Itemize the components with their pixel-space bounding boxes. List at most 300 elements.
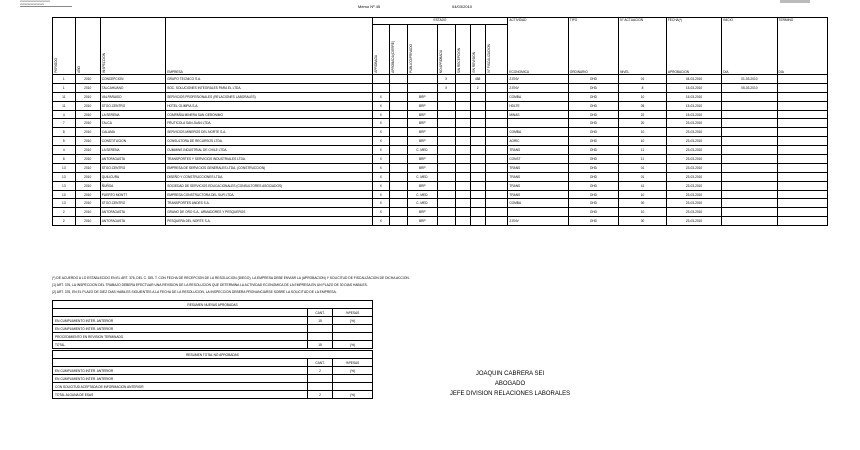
table-cell [777, 137, 827, 146]
column-header [372, 25, 390, 75]
column-header-label: N° ACTUACION [620, 18, 644, 22]
column-header-label: EMPRESA [167, 70, 183, 74]
column-header-sublabel: DIA [723, 70, 729, 74]
table-cell: 4 [53, 146, 76, 155]
table-cell: CONST [508, 155, 568, 164]
table-cell: 13 [53, 181, 76, 190]
column-header-label: INSPECCION [101, 53, 106, 73]
signer-name: JOAQUIN CABRERA SEI [475, 371, 545, 377]
table-row [53, 208, 828, 217]
table-cell [722, 110, 777, 119]
table-cell [437, 199, 455, 208]
signature-block [420, 369, 600, 399]
summary-row [53, 391, 373, 399]
table-cell: 15-03-2010 [666, 92, 721, 101]
table-cell: CALAMA [100, 128, 165, 137]
column-header-label: N° FISCALIZACION [486, 44, 491, 73]
table-cell [390, 172, 408, 181]
table-cell [777, 75, 827, 84]
table-cell: OHD [568, 208, 618, 217]
column-header-label: TIPO [569, 18, 578, 22]
table-cell: Z.ENV [508, 83, 568, 92]
table-cell: 01 [619, 172, 667, 181]
summary-pct [333, 325, 373, 333]
table-cell: OHD [568, 101, 618, 110]
table-cell [508, 119, 568, 128]
summary-title: RESUMEN NUEVAS APROBADAS [53, 301, 373, 309]
table-cell: OHD [568, 128, 618, 137]
table-cell: 11 [619, 146, 667, 155]
summary-label: EN CUMPLIMIENTO INTER. ANTERIOR [53, 325, 308, 333]
logo-line-2: xxxxxxxxxxxxxxxx [20, 2, 44, 6]
table-cell: PESQUERA DEL NORTE S.A. [166, 217, 372, 226]
table-cell: 13 [53, 199, 76, 208]
column-header [777, 18, 827, 75]
column-header-label: PUBLICO/PRIVADO [408, 44, 413, 73]
table-cell [777, 110, 827, 119]
table-cell: X [372, 128, 390, 137]
table-cell: COMPAÑIA MINERA SAN GERONIMO [166, 110, 372, 119]
table-cell: ANTOFAGASTA [100, 217, 165, 226]
table-cell [485, 101, 508, 110]
table-cell [437, 163, 455, 172]
table-cell [455, 163, 470, 172]
table-cell [390, 101, 408, 110]
table-cell: OHD [568, 181, 618, 190]
table-cell [390, 155, 408, 164]
column-header [100, 18, 165, 75]
table-cell [485, 75, 508, 84]
logo-line-1: xxxxxxxxxxxxxxxxxxxx [20, 0, 50, 3]
footnote: (*) DE ACUERDO A LO ESTABLECIDO EN EL ART. 376, DEL C. DEL T. CON FECHA DE RECEPCION DE LA RESOLUCION (DIEGO), LA EMPRESA DEBE ENVIAR LA (APROBACION) Y SOLICITUD DE FISCALIZACION DE DICHA ACCION. [52, 276, 410, 280]
table-cell [470, 208, 485, 217]
summary-cant: 2 [308, 367, 333, 375]
table-cell: Z.ENV [508, 75, 568, 84]
table-cell [722, 128, 777, 137]
table-cell [390, 92, 408, 101]
table-cell: 2010 [75, 110, 100, 119]
table-cell [437, 119, 455, 128]
table-cell [470, 119, 485, 128]
table-cell: 10 [619, 92, 667, 101]
table-cell: 2010 [75, 190, 100, 199]
table-cell [390, 190, 408, 199]
summary-cant: 15 [308, 317, 333, 325]
table-cell: 10 [619, 208, 667, 217]
table-cell [437, 101, 455, 110]
summary-cant [308, 375, 333, 383]
table-cell [437, 208, 455, 217]
column-header-label: SIN RECEPCION [456, 47, 461, 73]
table-row [53, 190, 828, 199]
table-cell: AGRIC [508, 137, 568, 146]
table-cell: 8 [619, 83, 667, 92]
table-cell: EMPRESA DE SERVICIOS GENERALES LTDA. (CONSTRUCCION) [166, 163, 372, 172]
table-cell [455, 181, 470, 190]
table-cell: 2010 [75, 75, 100, 84]
table-cell [470, 110, 485, 119]
summary-cant: 2 [308, 391, 333, 399]
table-cell [437, 155, 455, 164]
table-cell: TALCAHUANO [100, 83, 165, 92]
table-cell: BRP [407, 119, 437, 128]
table-cell [455, 83, 470, 92]
table-cell: 20 [619, 119, 667, 128]
column-header-sublabel: ORDINARIO [569, 70, 588, 74]
table-cell [722, 92, 777, 101]
table-cell: X [372, 146, 390, 155]
summary-row [53, 383, 373, 391]
column-header-label: NO APROBADA [438, 49, 443, 73]
summary-cant: 15 [308, 341, 333, 349]
table-cell [437, 146, 455, 155]
table-cell: X [372, 190, 390, 199]
table-cell: OHD [568, 163, 618, 172]
summary-label: PROCEDIMIENTO EN REVISION TERMINADO [53, 333, 308, 341]
table-cell: 23-03-2010 [666, 128, 721, 137]
table-cell: SOCIEDAD DE SERVICIOS EDUCACIONALES (CONSULTORES ASOCIADOS) [166, 181, 372, 190]
summary-blank [53, 359, 308, 367]
table-cell: OHD [568, 92, 618, 101]
pct-header: %PESAS [333, 359, 373, 367]
table-cell: 15-03-2010 [666, 83, 721, 92]
column-header [485, 25, 508, 75]
table-cell [777, 92, 827, 101]
table-cell [390, 208, 408, 217]
table-cell [390, 137, 408, 146]
table-row [53, 199, 828, 208]
table-cell [470, 181, 485, 190]
summary-label: CON SOLICITUD ACEPTADA DE INFORMACION ANTERIOR [53, 383, 308, 391]
table-cell [722, 101, 777, 110]
table-cell [470, 199, 485, 208]
column-header-label: PERIODO [54, 58, 58, 73]
table-cell: 1 [53, 83, 76, 92]
table-row [53, 146, 828, 155]
table-cell [722, 199, 777, 208]
table-cell: C. MED. [407, 190, 437, 199]
table-cell: 2010 [75, 101, 100, 110]
table-cell: ÑUÑOA [100, 181, 165, 190]
table-cell: FRUTICOLA SAN JUAN LTDA. [166, 119, 372, 128]
table-cell: BRP [407, 128, 437, 137]
table-cell [485, 146, 508, 155]
table-cell: CUMMINS INDUSTRIAL DE CHILE LTDA. [166, 146, 372, 155]
table-cell [485, 163, 508, 172]
table-cell: TRANS [508, 172, 568, 181]
signer-role: ABOGADO [494, 381, 526, 387]
cant-header: CANT. [308, 309, 333, 317]
table-cell: X [372, 155, 390, 164]
table-cell: 458 [470, 75, 485, 84]
table-cell: 23-03-2010 [666, 199, 721, 208]
table-cell [437, 92, 455, 101]
table-cell: OHD [568, 110, 618, 119]
table-cell [470, 163, 485, 172]
table-cell [485, 172, 508, 181]
table-cell: 15-03-2010 [666, 110, 721, 119]
table-cell: 10 [619, 137, 667, 146]
summary-row [53, 325, 373, 333]
table-cell: PUERTO MONTT [100, 190, 165, 199]
table-cell: 2 [53, 208, 76, 217]
summary-label: EN CUMPLIMIENTO INTER. ANTERIOR [53, 317, 308, 325]
table-cell: 05 [619, 101, 667, 110]
table-cell: STGO.CENTRO [100, 199, 165, 208]
column-header [407, 25, 437, 75]
table-cell [777, 199, 827, 208]
table-cell: X [372, 137, 390, 146]
column-header [75, 18, 100, 75]
table-cell: BRP [407, 110, 437, 119]
summary-pct: (%) [333, 341, 373, 349]
table-cell [390, 75, 408, 84]
table-cell: C. MED. [407, 199, 437, 208]
table-cell: C. MED. [407, 172, 437, 181]
table-cell: 2 [53, 217, 76, 226]
table-cell: TRANS [508, 146, 568, 155]
table-cell: 23-03-2010 [666, 146, 721, 155]
table-cell [372, 83, 390, 92]
table-cell: 10 [53, 190, 76, 199]
summary-title: RESUMEN TOTAL NO APROBADAS [53, 351, 373, 359]
table-cell: CONSTITUCION [100, 137, 165, 146]
table-cell: 13 [53, 172, 76, 181]
table-cell: OHD [568, 199, 618, 208]
table-cell: STGO.CENTRO [100, 163, 165, 172]
table-cell: COMBA [508, 199, 568, 208]
table-cell: 7 [53, 119, 76, 128]
table-cell [390, 163, 408, 172]
table-cell [485, 128, 508, 137]
column-header-sublabel: ECONOMICA [509, 70, 530, 74]
table-cell: DISEÑO Y CONSTRUCCIONES LTDA. [166, 172, 372, 181]
table-cell: 11 [53, 92, 76, 101]
table-cell: OHD [568, 83, 618, 92]
table-cell: BRP [407, 181, 437, 190]
table-cell [390, 128, 408, 137]
table-cell [485, 83, 508, 92]
table-cell [485, 199, 508, 208]
footnote: (2) ART. 376, EN EL PLAZO DE DIEZ DIAS HABILES SIGUIENTES A LA FECHA DE LA RESOLUCION, LA INSPECCION DEBERA PRONUNCIARSE SOBRE LA SOLICITUD DE LA EMPRESA. [52, 290, 337, 294]
summary-pct: (%) [333, 317, 373, 325]
table-cell: X [372, 163, 390, 172]
table-cell [455, 208, 470, 217]
memo-date: 04/03/2010 [452, 4, 473, 9]
table-cell [455, 155, 470, 164]
table-cell: X [372, 199, 390, 208]
table-cell: 01 [619, 75, 667, 84]
column-header [508, 18, 568, 75]
table-cell: 10 [619, 190, 667, 199]
table-cell [722, 217, 777, 226]
table-row [53, 119, 828, 128]
table-cell [455, 110, 470, 119]
table-cell [407, 83, 437, 92]
memo-number: Memo Nº 45 [358, 4, 381, 9]
table-cell: GRANO DE ORO S.A., ARMADORES Y PESQUEROS [166, 208, 372, 217]
table-cell [777, 217, 827, 226]
table-cell: X [372, 101, 390, 110]
table-cell [455, 217, 470, 226]
table-cell [470, 155, 485, 164]
table-cell [437, 110, 455, 119]
table-cell: 11 [53, 101, 76, 110]
table-row [53, 217, 828, 226]
table-cell [722, 172, 777, 181]
fiscalization-table [52, 17, 828, 226]
estado-header: ESTADO [372, 18, 508, 25]
table-cell [485, 137, 508, 146]
summary-pct: (%) [333, 391, 373, 399]
table-cell: BRP [407, 217, 437, 226]
table-cell: TRANSPORTES Y SERVICIOS INDUSTRIALES LTDA. [166, 155, 372, 164]
table-cell [390, 181, 408, 190]
summary-row [53, 317, 373, 325]
table-cell [455, 119, 470, 128]
table-row [53, 128, 828, 137]
summary-approved-table [52, 300, 373, 349]
column-header [619, 18, 667, 75]
table-cell [722, 119, 777, 128]
table-cell [777, 190, 827, 199]
column-header-label: APROBADA [373, 55, 378, 73]
table-cell: 2010 [75, 92, 100, 101]
table-cell [777, 119, 827, 128]
table-cell [777, 128, 827, 137]
table-cell: OHD [568, 75, 618, 84]
table-cell: 23-03-2010 [666, 137, 721, 146]
table-cell: X [372, 110, 390, 119]
summary-label: TOTAL ALGUNA DE ESAS [53, 391, 308, 399]
table-cell [437, 172, 455, 181]
table-cell: VALPARAISO [100, 92, 165, 101]
table-cell: STGO.CENTRO [100, 101, 165, 110]
summary-label: TOTAL [53, 341, 308, 349]
table-row [53, 83, 828, 92]
summary-cant [308, 325, 333, 333]
table-cell [722, 163, 777, 172]
table-cell: BRP [407, 101, 437, 110]
summary-label: EN CUMPLIMIENTO INTER. ANTERIOR [53, 375, 308, 383]
table-cell [722, 190, 777, 199]
table-cell: X [437, 75, 455, 84]
table-cell [390, 199, 408, 208]
table-cell [470, 146, 485, 155]
table-cell [777, 155, 827, 164]
table-cell [455, 172, 470, 181]
table-cell [437, 217, 455, 226]
table-cell: TRANS [508, 190, 568, 199]
column-header [470, 25, 485, 75]
table-cell [777, 208, 827, 217]
pct-header: %PESAS [333, 309, 373, 317]
table-cell: 15-03-2010 [666, 101, 721, 110]
table-cell [470, 172, 485, 181]
table-cell: 2010 [75, 119, 100, 128]
table-cell [455, 101, 470, 110]
table-cell: 23-03-2010 [666, 155, 721, 164]
table-cell: 23-03-2010 [666, 190, 721, 199]
table-cell: 00 [619, 199, 667, 208]
table-cell: 2010 [75, 128, 100, 137]
table-cell [372, 75, 390, 84]
table-cell: X [372, 119, 390, 128]
table-cell: X [372, 172, 390, 181]
table-cell: 2010 [75, 83, 100, 92]
table-row [53, 110, 828, 119]
table-cell: OHD [568, 146, 618, 155]
table-cell: BRP [407, 92, 437, 101]
table-cell [485, 190, 508, 199]
table-cell [722, 181, 777, 190]
table-cell: X [437, 83, 455, 92]
table-cell [777, 146, 827, 155]
table-cell: COMBA [508, 92, 568, 101]
table-cell: 4 [53, 110, 76, 119]
table-cell [455, 75, 470, 84]
table-cell [390, 217, 408, 226]
footnotes [52, 275, 410, 296]
table-cell [470, 92, 485, 101]
table-cell [455, 146, 470, 155]
table-cell [455, 92, 470, 101]
column-header-sublabel: NIVEL [620, 70, 630, 74]
summary-pct [333, 383, 373, 391]
table-cell [437, 190, 455, 199]
table-cell: BRP [407, 163, 437, 172]
table-cell: HDLTE [508, 101, 568, 110]
table-cell: 2 [470, 83, 485, 92]
table-cell [407, 75, 437, 84]
table-cell [722, 146, 777, 155]
column-header [437, 25, 455, 75]
table-cell [455, 190, 470, 199]
table-cell [485, 155, 508, 164]
table-cell: 2010 [75, 155, 100, 164]
table-cell: SERVICIOS MINEROS DEL NORTE S.A. [166, 128, 372, 137]
table-cell: Z.ENV [508, 217, 568, 226]
table-cell: 23-03-2010 [666, 217, 721, 226]
table-cell: COMBA [508, 128, 568, 137]
table-cell [485, 181, 508, 190]
table-cell: OHD [568, 137, 618, 146]
table-cell: 2010 [75, 217, 100, 226]
table-cell: 22 [619, 110, 667, 119]
table-cell: TALCA [100, 119, 165, 128]
column-header-label: ACTIVIDAD [509, 18, 527, 22]
table-cell: BRP [407, 137, 437, 146]
summary-not-approved-table [52, 350, 373, 399]
table-cell [390, 83, 408, 92]
table-cell: 41 [619, 181, 667, 190]
table-cell: OHD [568, 155, 618, 164]
table-cell: GRUPO TECNICO S.A. [166, 75, 372, 84]
table-cell [455, 199, 470, 208]
column-header [455, 25, 470, 75]
summary-row [53, 367, 373, 375]
table-cell: QUILICURA [100, 172, 165, 181]
table-cell: 23-03-2010 [666, 172, 721, 181]
table-cell: 23-03-2010 [666, 119, 721, 128]
table-cell [485, 208, 508, 217]
summary-row [53, 375, 373, 383]
column-header [568, 18, 618, 75]
table-cell [777, 181, 827, 190]
table-row [53, 172, 828, 181]
summary-row [53, 333, 373, 341]
table-cell: X [372, 208, 390, 217]
